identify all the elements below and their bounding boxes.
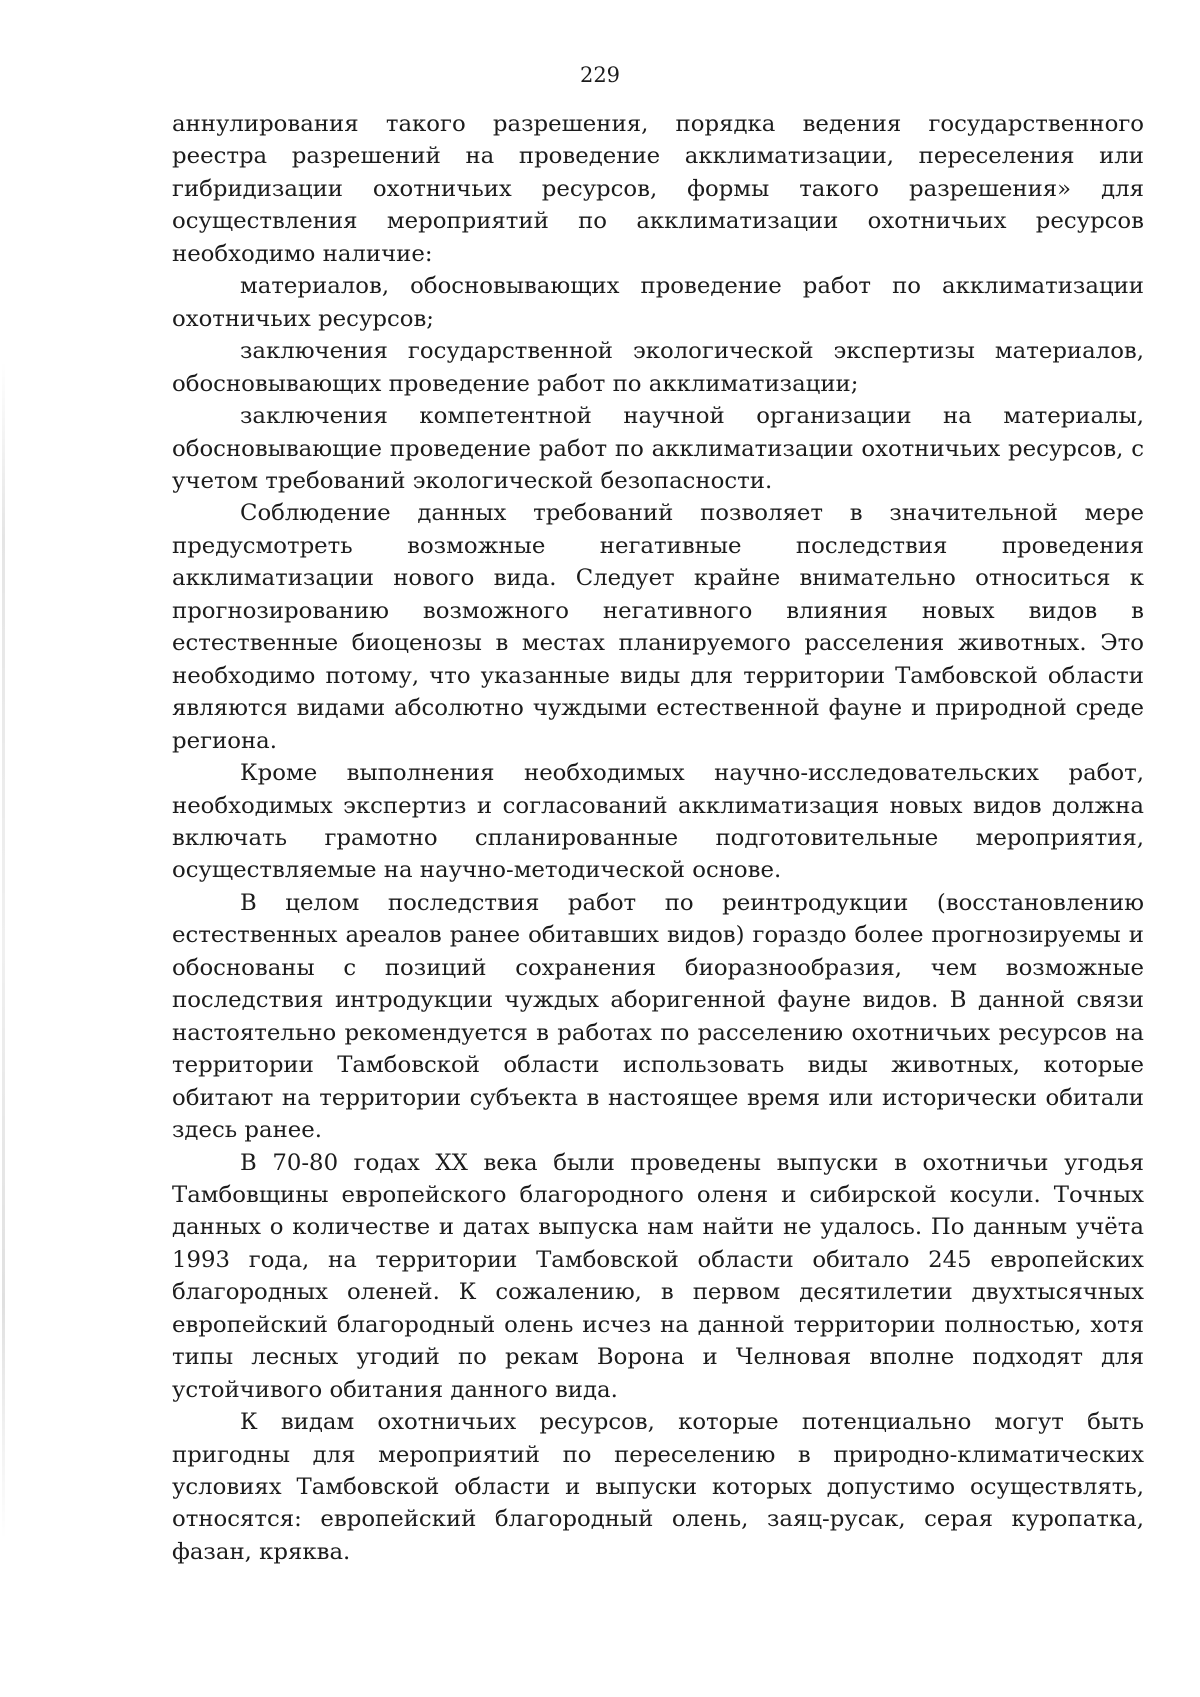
paragraph-list-item: материалов, обосновывающих проведение работ по акклиматизации охотничьих ресурсов; <box>172 273 1144 332</box>
scan-edge-shadow <box>2 360 5 1540</box>
paragraph: Соблюдение данных требований позволяет в значительной мере предусмотреть возможные негативные последствия проведения акклиматизации нового вида. Следует крайне внимательно относиться к прогнозированию возможного негативного влияния новых видов в естественные биоценозы в местах планируемого расселения животных. Это необходимо потому, что указанные виды для территории Тамбовской области являются видами абсолютно чуждыми естественной фауне и природной среде региона. <box>172 500 1144 754</box>
paragraph: В 70-80 годах XX века были проведены выпуски в охотничьи угодья Тамбовщины европейского благородного оленя и сибирской косули. Точных данных о количестве и датах выпуска нам найти не удалось. По данным учёта 1993 года, на территории Тамбовской области обитало 245 европейских благородных оленей. К сожалению, в первом десятилетии двухтысячных европейский благородный олень исчез на данной территории полностью, хотя типы лесных угодий по рекам Ворона и Челновая вполне подходят для устойчивого обитания данного вида. <box>172 1149 1144 1403</box>
paragraph-continuation: аннулирования такого разрешения, порядка ведения государственного реестра разрешений на проведение акклиматизации, переселения или гибридизации охотничьих ресурсов, формы такого разрешения» для осуществления мероприятий по акклиматизации охотничьих ресурсов необходимо наличие: <box>172 111 1144 267</box>
document-body <box>172 108 1144 1568</box>
paragraph-list-item: заключения компетентной научной организации на материалы, обосновывающие проведение работ по акклиматизации охотничьих ресурсов, с учетом требований экологической безопасности. <box>172 403 1144 494</box>
paragraph: К видам охотничьих ресурсов, которые потенциально могут быть пригодны для мероприятий по переселению в природно-климатических условиях Тамбовской области и выпуски которых допустимо осуществлять, относятся: европейский благородный олень, заяц-русак, серая куропатка, фазан, кряква. <box>172 1409 1144 1565</box>
page-number: 229 <box>579 63 621 87</box>
paragraph: Кроме выполнения необходимых научно-исследовательских работ, необходимых экспертиз и согласований акклиматизация новых видов должна включать грамотно спланированные подготовительные мероприятия, осуществляемые на научно-методической основе. <box>172 760 1144 884</box>
paragraph: В целом последствия работ по реинтродукции (восстановлению естественных ареалов ранее обитавших видов) гораздо более прогнозируемы и обоснованы с позиций сохранения биоразнообразия, чем возможные последствия интродукции чуждых аборигенной фауне видов. В данной связи настоятельно рекомендуется в работах по расселению охотничьих ресурсов на территории Тамбовской области использовать виды животных, которые обитают на территории субъекта в настоящее время или исторически обитали здесь ранее. <box>172 889 1144 1144</box>
paragraph-list-item: заключения государственной экологической экспертизы материалов, обосновывающих проведение работ по акклиматизации; <box>172 338 1144 397</box>
